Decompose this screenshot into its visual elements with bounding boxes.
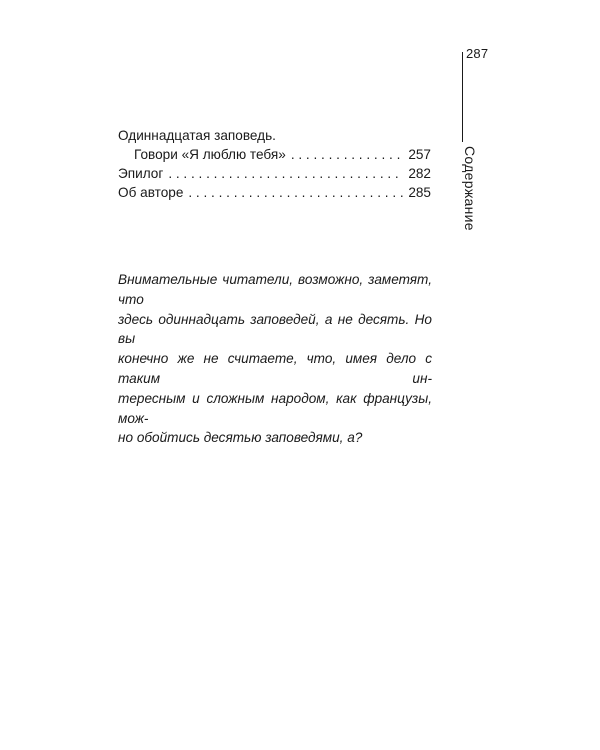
toc-leader-dots: [168, 164, 403, 183]
toc-entry-title: Говори «Я люблю тебя»: [134, 147, 286, 162]
toc-entry-page: 285: [408, 185, 431, 200]
toc-entry: [118, 145, 431, 164]
toc-entry-title: Эпилог: [118, 166, 164, 181]
header-rule: [462, 52, 463, 142]
note-line: конечно же не считаете, что, имея дело с таким ин-: [118, 351, 432, 386]
toc-heading: Одиннадцатая заповедь.: [118, 128, 276, 143]
note-line: здесь одиннадцать заповедей, а не десять. Но вы: [118, 311, 432, 347]
toc-entry-page: 257: [408, 147, 431, 162]
toc-entry: [118, 183, 431, 202]
note-line: но обойтись десятью заповедями, а?: [118, 430, 363, 446]
toc-entry: [118, 164, 431, 183]
section-label: Содержание: [462, 146, 478, 231]
author-note: [118, 270, 432, 448]
toc-entry-title: Об авторе: [118, 185, 184, 200]
toc-leader-dots: [291, 145, 403, 164]
toc-entry-page: 282: [408, 166, 431, 181]
page-number: 287: [466, 46, 489, 61]
toc-leader-dots: [188, 183, 403, 202]
note-line: Внимательные читатели, возможно, заметят, что: [118, 272, 432, 307]
table-of-contents: [118, 126, 431, 202]
note-line: тересным и сложным народом, как французы, мож-: [118, 390, 432, 426]
